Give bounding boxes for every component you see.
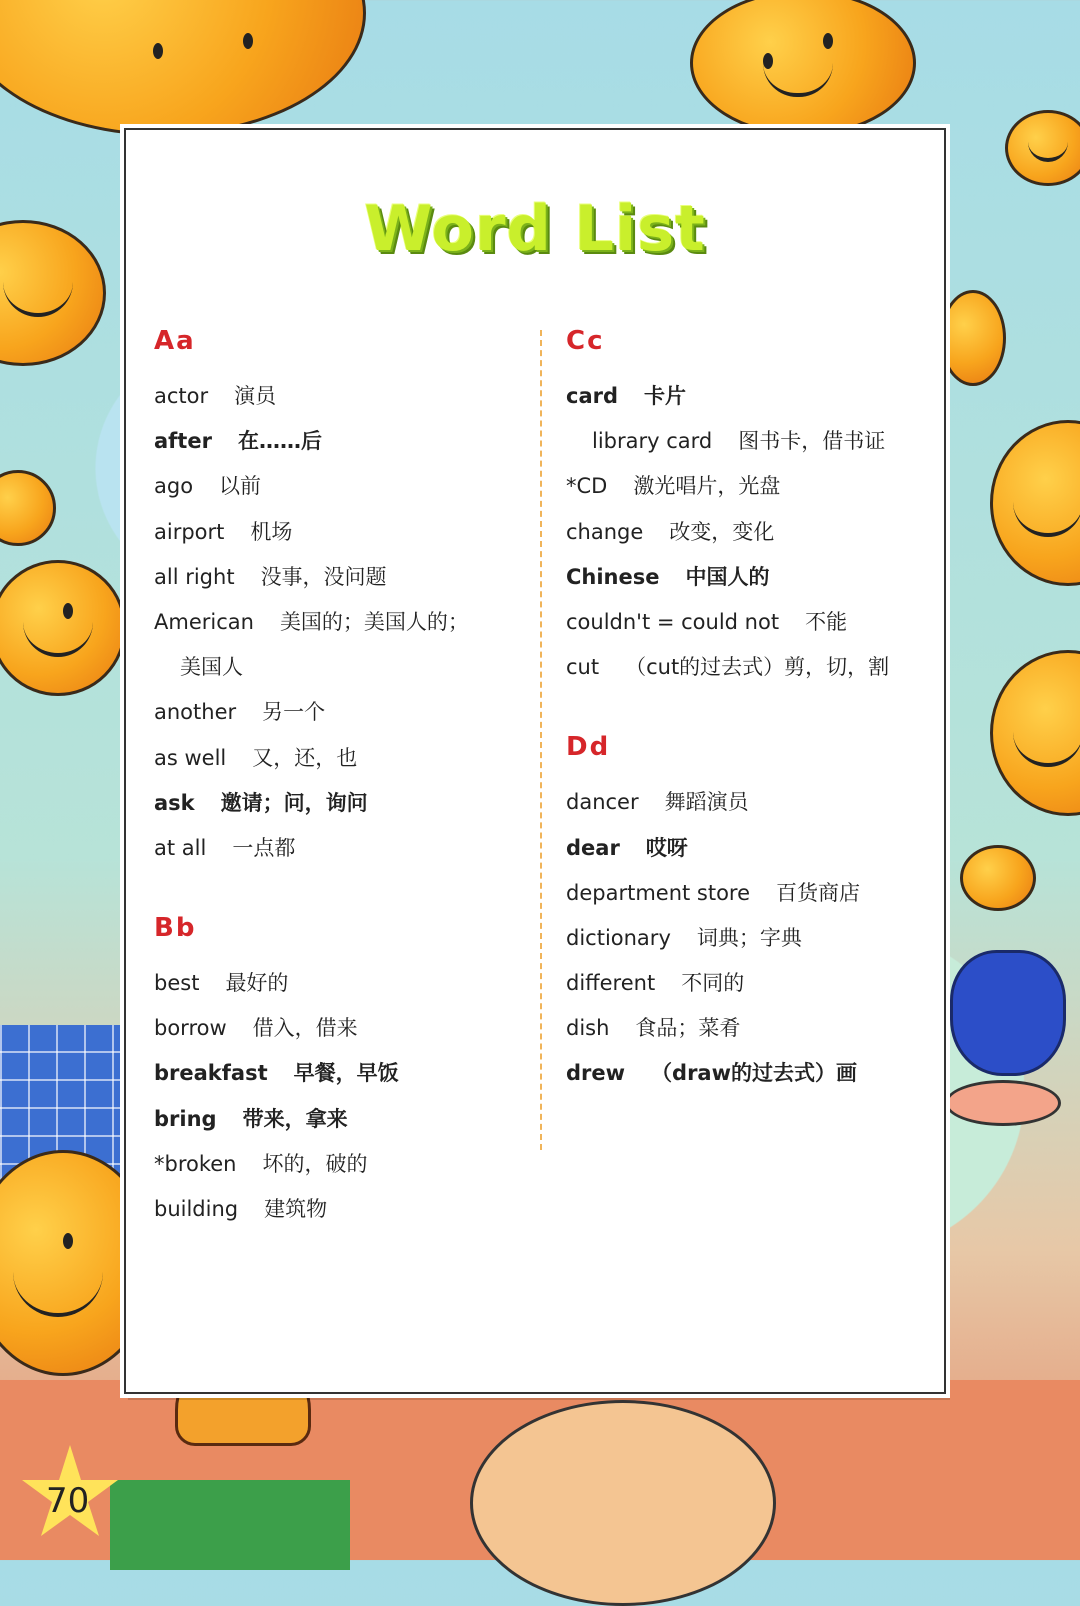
entry-meaning: 舞蹈演员 [664, 790, 749, 815]
word-entry [566, 961, 936, 1006]
entry-meaning: 卡片 [644, 384, 687, 408]
entry-word: dear [566, 835, 620, 860]
word-entry [154, 600, 524, 645]
entry-word: borrow [154, 1016, 227, 1041]
entry-meaning: 演员 [234, 384, 277, 408]
letter-section [566, 326, 936, 690]
entry-meaning: 食品；菜肴 [635, 1016, 741, 1041]
word-entry [566, 916, 936, 961]
entry-meaning: 早餐，早饭 [293, 1061, 399, 1086]
word-entry [566, 1006, 936, 1051]
word-entry [154, 781, 524, 826]
table-illustration [945, 1080, 1061, 1126]
word-entry [566, 464, 936, 509]
entry-meaning: （draw的过去式）画 [651, 1061, 858, 1086]
entry-word: couldn't = could not [566, 609, 780, 634]
entry-word: department store [566, 880, 751, 905]
word-entry [566, 780, 936, 825]
entry-meaning: 最好的 [225, 971, 289, 996]
word-entry [154, 1142, 524, 1187]
page-title: Word List [364, 192, 706, 265]
entry-meaning: 不同的 [681, 971, 745, 996]
right-column [566, 326, 936, 1139]
entry-word: building [154, 1197, 239, 1221]
entry-word: actor [154, 384, 209, 408]
entry-meaning: 美国人 [180, 655, 243, 680]
entry-meaning: （cut的过去式）剪，切，割 [625, 655, 890, 680]
letter-section [154, 326, 524, 871]
word-entry [566, 871, 936, 916]
section-letter: Dd [566, 732, 611, 763]
entry-word: dish [566, 1016, 610, 1041]
entry-meaning: 建筑物 [264, 1197, 328, 1221]
entry-word: another [154, 700, 237, 725]
word-entry [154, 690, 524, 735]
entry-word: cut [566, 655, 600, 680]
word-entry [566, 600, 936, 645]
entry-meaning: 没事，没问题 [260, 564, 387, 589]
tomato-illustration-small-left [0, 470, 56, 546]
entry-word: breakfast [154, 1061, 268, 1086]
tomato-illustration-small-right [960, 845, 1036, 911]
word-entry [566, 419, 936, 464]
entry-meaning: 又，还，也 [252, 745, 358, 770]
word-entry [566, 1051, 936, 1096]
entry-meaning: 美国的；美国人的； [279, 609, 469, 634]
entry-meaning: 以前 [219, 474, 262, 499]
entry-word: *CD [566, 474, 608, 499]
entry-meaning: 邀请；问，询问 [220, 790, 368, 815]
section-letter: Cc [566, 326, 605, 356]
entry-meaning: 词典；字典 [696, 925, 802, 950]
entry-word: bring [154, 1106, 217, 1131]
tomato-illustration-right-2 [990, 420, 1080, 586]
tomato-illustration-top-right [690, 0, 916, 136]
word-entry [566, 645, 936, 690]
entry-word: after [154, 429, 212, 454]
entry-word: dictionary [566, 925, 671, 950]
entry-word: airport [154, 519, 225, 544]
letter-section [566, 732, 936, 1096]
entry-meaning: 带来，拿来 [242, 1106, 348, 1131]
tomato-illustration-right-1 [940, 290, 1006, 386]
entry-meaning: 激光唱片，光盘 [633, 474, 781, 499]
entry-meaning: 中国人的 [685, 564, 770, 589]
entry-word: American [154, 609, 254, 634]
tablecloth-illustration [110, 1480, 350, 1570]
entry-meaning: 不能 [805, 609, 848, 634]
entry-meaning: 改变，变化 [669, 519, 775, 544]
entry-word: library card [592, 429, 713, 454]
entry-word: change [566, 519, 644, 544]
entry-word: all right [154, 564, 235, 589]
page-number: 70 [46, 1481, 90, 1521]
entry-word: card [566, 384, 619, 408]
entry-word: ask [154, 790, 195, 815]
word-entry [154, 374, 524, 419]
entry-meaning: 另一个 [262, 700, 326, 725]
tomato-illustration-right-3 [990, 650, 1080, 816]
word-entry [154, 1187, 524, 1232]
word-entry [154, 645, 524, 690]
word-entry [154, 555, 524, 600]
word-entry [154, 1097, 524, 1142]
vase-illustration [950, 950, 1066, 1076]
section-letter: Bb [154, 913, 197, 944]
entry-word: best [154, 971, 200, 996]
tomato-illustration-left-2 [0, 560, 126, 696]
tomato-illustration-small-top-right [1005, 110, 1080, 186]
column-divider [540, 330, 542, 1150]
word-entry [154, 464, 524, 509]
section-letter: Aa [154, 326, 196, 356]
word-entry [154, 419, 524, 464]
letter-section [154, 913, 524, 1232]
left-column [154, 326, 524, 1274]
tomato-illustration-left-1 [0, 220, 106, 366]
word-entry [154, 510, 524, 555]
entry-word: *broken [154, 1151, 237, 1176]
tomato-illustration-top-left [0, 0, 366, 136]
word-entry [566, 374, 936, 419]
word-entry [154, 826, 524, 871]
entry-meaning: 坏的，破的 [262, 1151, 368, 1176]
entry-word: as well [154, 745, 227, 770]
word-entry [566, 555, 936, 600]
entry-meaning: 图书卡，借书证 [738, 429, 886, 454]
boy-face-illustration [470, 1400, 776, 1606]
entry-meaning: 一点都 [232, 835, 296, 860]
word-entry [154, 1006, 524, 1051]
entry-word: at all [154, 835, 207, 860]
entry-word: Chinese [566, 564, 660, 589]
entry-meaning: 借入，借来 [252, 1016, 358, 1041]
entry-meaning: 哎呀 [645, 835, 688, 860]
entry-meaning: 百货商店 [776, 880, 861, 905]
word-entry [154, 961, 524, 1006]
word-list-card [124, 128, 946, 1394]
entry-word: different [566, 971, 656, 996]
page-number-badge [20, 1445, 120, 1555]
word-entry [566, 826, 936, 871]
word-entry [154, 736, 524, 781]
entry-word: dancer [566, 790, 639, 815]
entry-meaning: 机场 [250, 519, 293, 544]
entry-word: ago [154, 474, 194, 499]
entry-word: drew [566, 1061, 626, 1086]
word-entry [154, 1051, 524, 1096]
entry-meaning: 在……后 [237, 429, 322, 454]
word-entry [566, 510, 936, 555]
